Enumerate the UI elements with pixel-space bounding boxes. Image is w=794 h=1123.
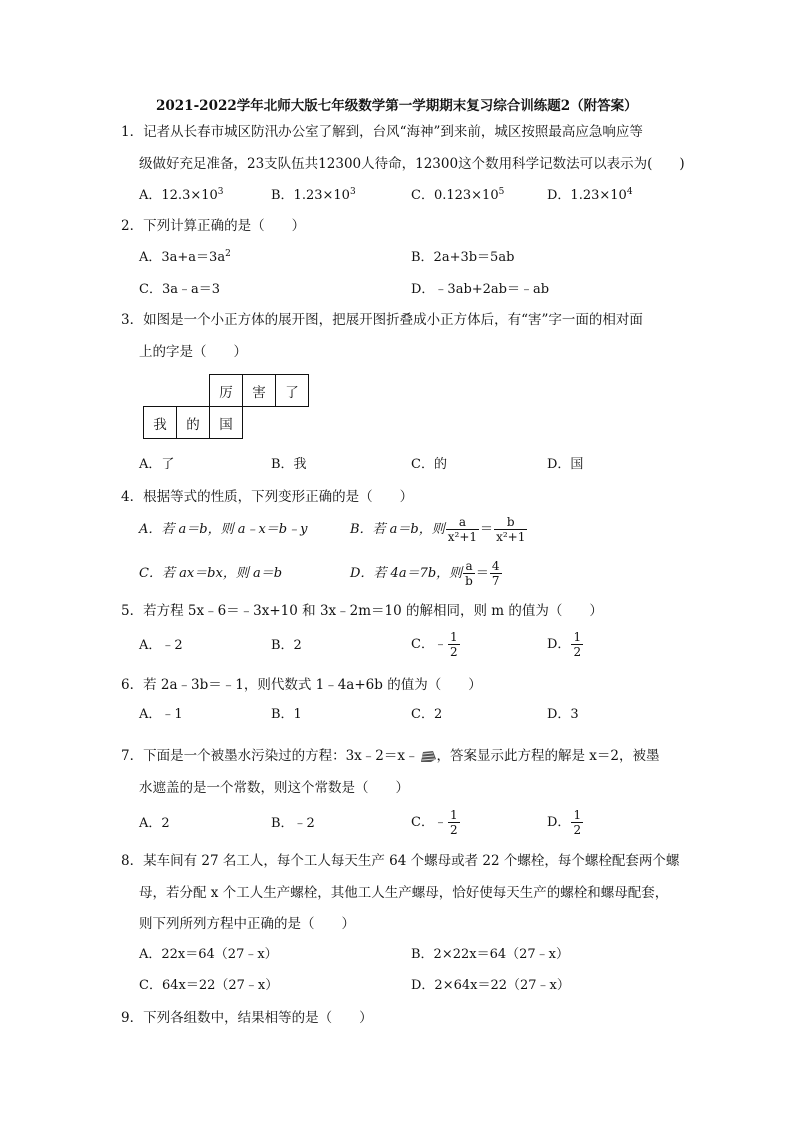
- question-8-line2: 母，若分配 x 个工人生产螺栓，其他工人生产螺母，恰好使每天生产的螺栓和螺母配套，: [139, 885, 669, 901]
- question-1-line2: 级做好充足准备，23支队伍共12300人待命，12300这个数用科学记数法可以表示为( ): [139, 156, 685, 172]
- q2-option-a: A．$3a+a=3a^2$: [139, 249, 231, 265]
- q4-option-d: D．若 4a＝7b，则 $\frac{a}{b}$ ＝ $\frac{4}{7}$: [350, 559, 500, 588]
- q7-option-d: D． $\frac{1}{2}$: [547, 808, 582, 837]
- q5-option-b: B．2: [271, 638, 302, 653]
- q5-option-a: A．﹣2: [139, 638, 183, 653]
- net-cell: 了: [276, 375, 309, 407]
- question-9: 9．下列各组数中，结果相等的是（ ）: [121, 1010, 373, 1026]
- q8-option-b: B．2×22x＝64（27﹣x）: [411, 947, 570, 962]
- q3-option-d: D．国: [547, 457, 584, 472]
- q3-option-c: C．的: [411, 457, 447, 472]
- fraction: $\frac{a}{\text{x²+1}}$: [447, 515, 478, 544]
- fraction: $\frac{a}{b}$: [465, 559, 473, 588]
- q6-option-c: C．2: [411, 707, 443, 722]
- fraction: $\frac{1}{2}$: [449, 808, 458, 837]
- fraction: $\frac{1}{2}$: [573, 808, 582, 837]
- q2-option-c: C．3a﹣a＝3: [139, 282, 220, 297]
- q2-option-b: B．2a+3b＝5ab: [411, 250, 515, 265]
- q1-option-a: A．$12.3\times 10^3$: [139, 187, 224, 203]
- question-8-line3: 则下列所列方程中正确的是（ ）: [139, 916, 355, 932]
- q5-option-d: D． $\frac{1}{2}$: [547, 630, 582, 659]
- question-3-line1: 3．如图是一个小正方体的展开图，把展开图折叠成小正方体后，有“害”字一面的相对面: [121, 312, 643, 328]
- q1-option-b: B．$1.23\times 10^3$: [271, 187, 356, 203]
- question-8-line1: 8．某车间有 27 名工人，每个工人每天生产 64 个螺母或者 22 个螺栓，每个螺栓配套两个螺: [121, 853, 680, 869]
- fraction: $\frac{4}{7}$: [491, 559, 500, 588]
- q1-option-d: D．$1.23\times 10^4$: [547, 187, 633, 203]
- ink-blot-icon: [419, 750, 437, 763]
- question-7-line1: 7．下面是一个被墨水污染过的方程：3x﹣2＝x﹣ ，答案显示此方程的解是 x＝2，被墨: [121, 748, 660, 764]
- question-5: 5．若方程 5x﹣6＝﹣3x+10 和 3x﹣2m＝10 的解相同，则 m 的值为（ ）: [121, 603, 603, 619]
- fraction: $\frac{1}{2}$: [573, 630, 582, 659]
- q3-option-a: A．了: [139, 457, 175, 472]
- fraction: $\frac{b}{\text{x²+1}}$: [496, 515, 526, 544]
- net-cell: 国: [210, 407, 243, 439]
- q7-option-a: A．2: [139, 816, 170, 831]
- q7-option-b: B．﹣2: [271, 816, 315, 831]
- q4-option-c: C．若 ax＝bx，则 a＝b: [139, 566, 283, 581]
- q8-option-a: A．22x＝64（27﹣x）: [139, 947, 278, 962]
- question-3-line2: 上的字是（ ）: [139, 344, 247, 360]
- q5-option-c: C．﹣ $\frac{1}{2}$: [411, 630, 458, 659]
- q8-option-c: C．64x＝22（27﹣x）: [139, 978, 279, 993]
- q6-option-b: B．1: [271, 707, 302, 722]
- net-cell: 害: [243, 375, 276, 407]
- question-6: 6．若 2a﹣3b＝﹣1，则代数式 1﹣4a+6b 的值为（ ）: [121, 677, 482, 693]
- net-cell: 的: [177, 407, 210, 439]
- q4-option-a: A．若 a＝b，则 a﹣x＝b﹣y: [139, 522, 308, 537]
- question-2: 2．下列计算正确的是（ ）: [121, 218, 306, 234]
- q1-option-c: C．$0.123\times 10^5$: [411, 187, 505, 203]
- q7-option-c: C．﹣ $\frac{1}{2}$: [411, 808, 458, 837]
- q2-option-d: D．﹣3ab+2ab＝﹣ab: [411, 282, 550, 297]
- fraction: $\frac{1}{2}$: [449, 630, 458, 659]
- question-7-line2: 水遮盖的是一个常数，则这个常数是（ ）: [139, 780, 409, 796]
- page-title: 2021-2022学年北师大版七年级数学第一学期期末复习综合训练题2（附答案）: [156, 98, 638, 114]
- q6-option-d: D．3: [547, 707, 579, 722]
- q8-option-d: D．2×64x＝22（27﹣x）: [411, 978, 570, 993]
- net-cell: 厉: [210, 375, 243, 407]
- question-1-line1: 1．记者从长春市城区防汛办公室了解到，台风“海神”到来前，城区按照最高应急响应等: [121, 124, 643, 140]
- q4-option-b: B．若 a＝b，则 $\frac{a}{\text{x²+1}}$ ＝ $\frac{b}{\text{x²+1}}$: [350, 515, 526, 544]
- question-4: 4．根据等式的性质，下列变形正确的是（ ）: [121, 489, 414, 505]
- cube-net: [143, 374, 309, 439]
- q3-option-b: B．我: [271, 457, 307, 472]
- q6-option-a: A．﹣1: [139, 707, 183, 722]
- net-cell: 我: [144, 407, 177, 439]
